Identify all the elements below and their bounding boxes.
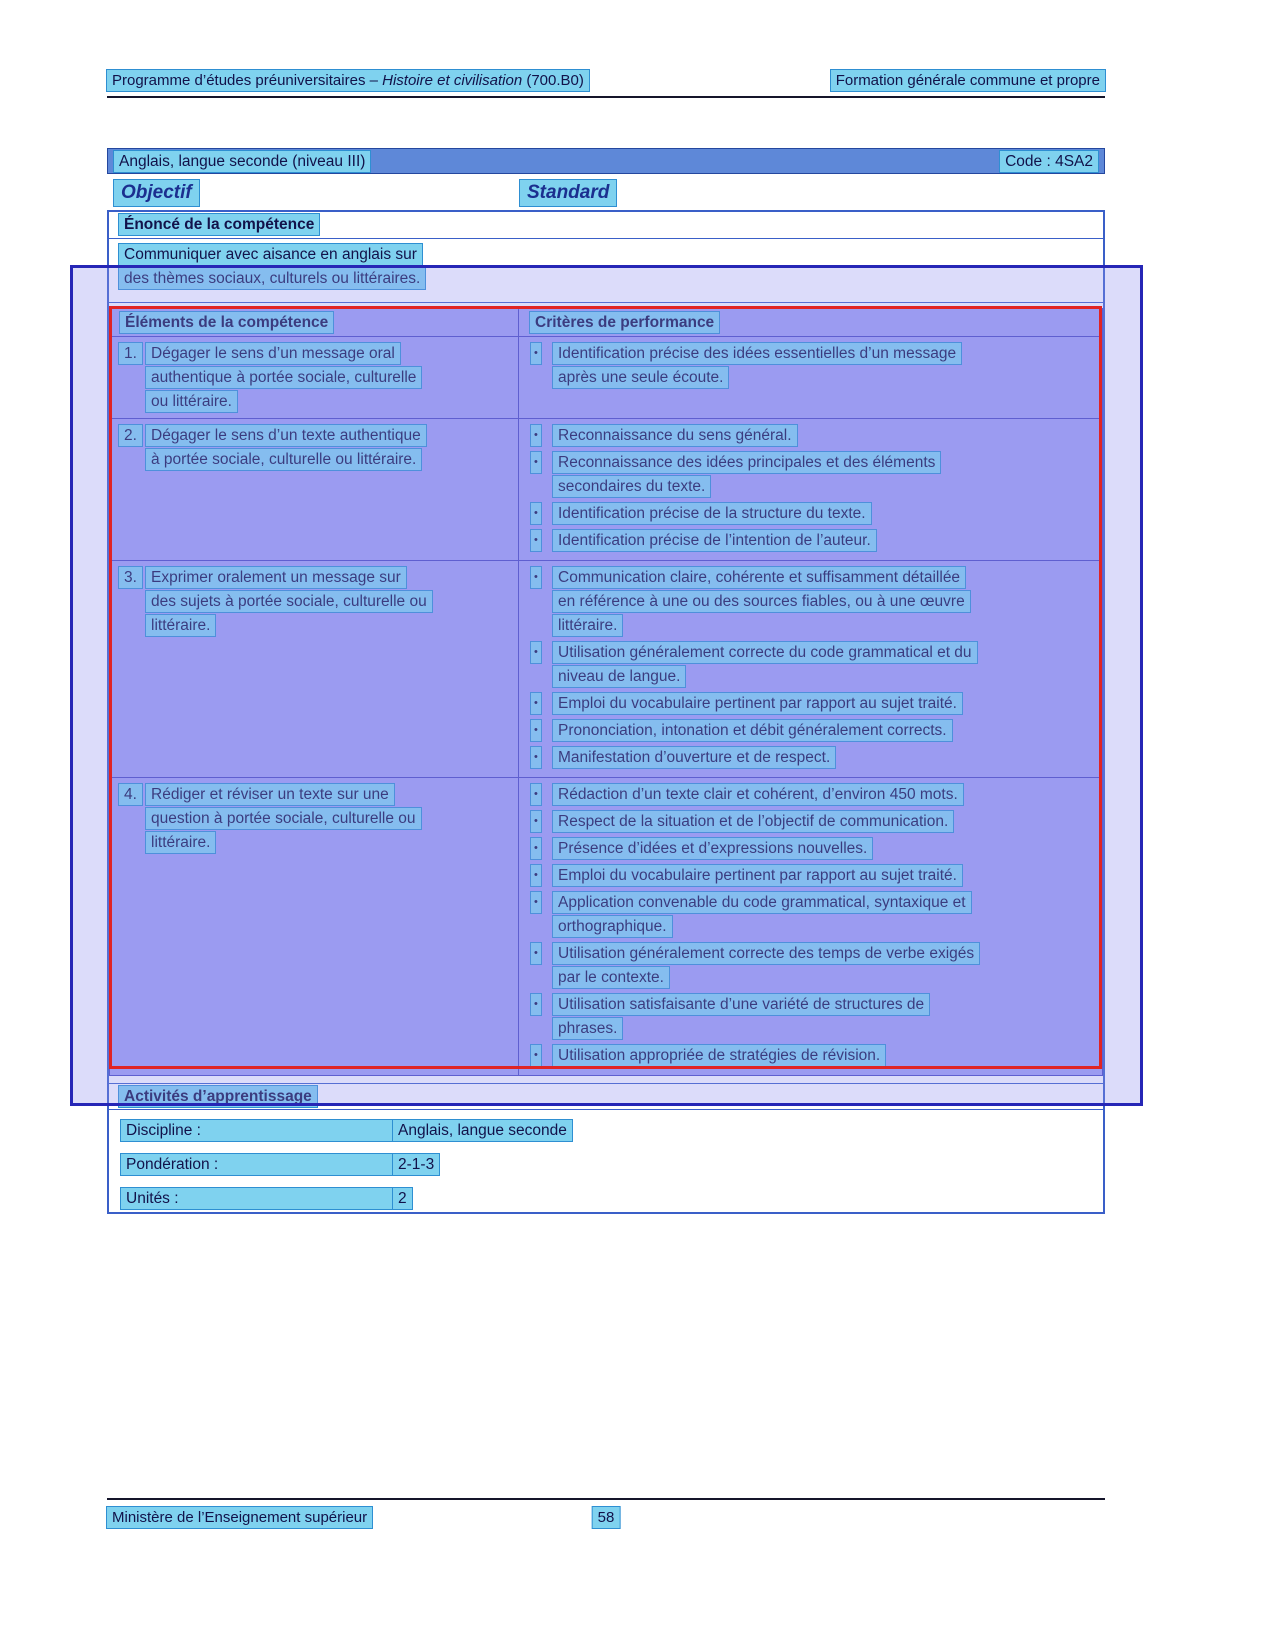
header-left-code: (700.B0)	[522, 72, 584, 89]
field-row	[121, 1120, 1103, 1141]
element-cell	[110, 561, 518, 778]
element-lines	[146, 425, 512, 557]
criterion-bullet-col	[519, 452, 553, 500]
course-code: Code : 4SA2	[1000, 151, 1098, 172]
bullet-icon: •	[531, 838, 541, 859]
text-line: Utilisation appropriée de stratégies de révision.	[553, 1045, 885, 1066]
bullet-icon: •	[531, 811, 541, 832]
header-left-program-title: Histoire et civilisation	[382, 72, 523, 89]
table-row	[110, 561, 1102, 778]
field-label-unites: Unités :	[121, 1188, 393, 1209]
text-line: à portée sociale, culturelle ou littéraire.	[146, 449, 421, 470]
field-label-discipline: Discipline :	[121, 1120, 393, 1141]
criterion-lines	[553, 503, 1096, 527]
text-line: Présence d’idées et d’expressions nouvelles.	[553, 838, 872, 859]
bullet-icon: •	[531, 943, 541, 964]
competence-table	[109, 308, 1103, 1076]
text-line: après une seule écoute.	[553, 367, 728, 388]
text-line: littéraire.	[553, 615, 622, 636]
competency-document	[107, 210, 1105, 1214]
objectif-heading: Objectif	[114, 180, 199, 206]
element-lines	[146, 784, 512, 1072]
bullet-icon: •	[531, 1045, 541, 1066]
criterion-bullet-col	[519, 720, 553, 744]
criterion-item	[519, 838, 1096, 862]
text-line: des sujets à portée sociale, culturelle ou	[146, 591, 432, 612]
enonce-text	[109, 239, 1103, 303]
text-line: secondaires du texte.	[553, 476, 710, 497]
objectif-standard-row	[107, 180, 1105, 210]
criteres-header-cell	[518, 309, 1102, 337]
element-number: 1.	[119, 343, 142, 364]
bullet-icon: •	[531, 720, 541, 741]
text-line: Respect de la situation et de l’objectif de communication.	[553, 811, 953, 832]
bullet-icon: •	[531, 452, 541, 473]
activites-fields	[109, 1110, 1103, 1222]
text-line: Rédiger et réviser un texte sur une	[146, 784, 394, 805]
text-line: Emploi du vocabulaire pertinent par rapport au sujet traité.	[553, 865, 962, 886]
criterion-bullet-col	[519, 1045, 553, 1069]
element-number: 4.	[119, 784, 142, 805]
text-line: niveau de langue.	[553, 666, 685, 687]
element-number-col	[110, 343, 146, 415]
criterion-item	[519, 425, 1096, 449]
bullet-icon: •	[531, 784, 541, 805]
criterion-bullet-col	[519, 994, 553, 1042]
bullet-icon: •	[531, 530, 541, 551]
text-line: Dégager le sens d’un message oral	[146, 343, 400, 364]
text-line: phrases.	[553, 1018, 622, 1039]
criterion-lines	[553, 693, 1096, 717]
text-line: Rédaction d’un texte clair et cohérent, d’environ 450 mots.	[553, 784, 963, 805]
field-value-unites: 2	[393, 1188, 412, 1209]
text-line: Utilisation satisfaisante d’une variété de structures de	[553, 994, 929, 1015]
criterion-bullet-col	[519, 838, 553, 862]
bullet-icon: •	[531, 503, 541, 524]
course-title-bar	[107, 148, 1105, 174]
text-line: orthographique.	[553, 916, 672, 937]
criterion-bullet-col	[519, 642, 553, 690]
criterion-item	[519, 811, 1096, 835]
element-cell	[110, 778, 518, 1075]
criterion-item	[519, 693, 1096, 717]
text-line: des thèmes sociaux, culturels ou littéraires.	[119, 268, 425, 289]
header-right: Formation générale commune et propre	[831, 70, 1105, 91]
text-line: en référence à une ou des sources fiables, ou à une œuvre	[553, 591, 970, 612]
text-line: Identification précise de la structure du texte.	[553, 503, 871, 524]
criterion-item	[519, 1045, 1096, 1069]
competence-table-header	[110, 309, 1102, 337]
criterion-lines	[553, 425, 1096, 449]
text-line: littéraire.	[146, 615, 215, 636]
bullet-icon: •	[531, 747, 541, 768]
criterion-bullet-col	[519, 784, 553, 808]
criterion-item	[519, 747, 1096, 771]
criterion-lines	[553, 811, 1096, 835]
criterion-bullet-col	[519, 503, 553, 527]
text-line: Identification précise des idées essentielles d’un message	[553, 343, 961, 364]
text-line: Communication claire, cohérente et suffisamment détaillée	[553, 567, 965, 588]
criteria-cell	[518, 561, 1102, 778]
table-row	[110, 419, 1102, 561]
field-row	[121, 1154, 1103, 1175]
table-row	[110, 778, 1102, 1075]
criteria-cell	[518, 419, 1102, 561]
bullet-icon: •	[531, 567, 541, 588]
criterion-bullet-col	[519, 865, 553, 889]
criterion-lines	[553, 994, 1096, 1042]
criterion-item	[519, 567, 1096, 639]
activites-heading: Activités d’apprentissage	[119, 1086, 317, 1107]
criterion-item	[519, 452, 1096, 500]
criterion-bullet-col	[519, 693, 553, 717]
text-line: Prononciation, intonation et débit généralement corrects.	[553, 720, 952, 741]
criterion-item	[519, 892, 1096, 940]
text-line: ou littéraire.	[146, 391, 237, 412]
page-footer	[107, 1498, 1105, 1528]
field-value-discipline: Anglais, langue seconde	[393, 1120, 572, 1141]
criterion-bullet-col	[519, 892, 553, 940]
bullet-icon: •	[531, 425, 541, 446]
criterion-bullet-col	[519, 343, 553, 391]
elements-header: Éléments de la compétence	[120, 312, 333, 333]
text-line: Manifestation d’ouverture et de respect.	[553, 747, 835, 768]
field-label-ponderation: Pondération :	[121, 1154, 393, 1175]
criteres-header: Critères de performance	[530, 312, 719, 333]
header-left-prefix: Programme d’études préuniversitaires –	[112, 72, 383, 89]
bullet-icon: •	[531, 994, 541, 1015]
criterion-lines	[553, 838, 1096, 862]
standard-heading: Standard	[520, 180, 616, 206]
criterion-lines	[553, 642, 1096, 690]
criterion-lines	[553, 452, 1096, 500]
criteria-cell	[518, 778, 1102, 1075]
bullet-icon: •	[531, 892, 541, 913]
field-value-ponderation: 2-1-3	[393, 1154, 439, 1175]
criterion-item	[519, 865, 1096, 889]
text-line: Application convenable du code grammatical, syntaxique et	[553, 892, 971, 913]
field-row	[121, 1188, 1103, 1209]
element-cell	[110, 419, 518, 561]
text-line: authentique à portée sociale, culturelle	[146, 367, 421, 388]
text-line: Emploi du vocabulaire pertinent par rapport au sujet traité.	[553, 693, 962, 714]
element-lines	[146, 343, 512, 415]
text-line: littéraire.	[146, 832, 215, 853]
criterion-bullet-col	[519, 530, 553, 554]
element-number: 2.	[119, 425, 142, 446]
criterion-item	[519, 343, 1096, 391]
criterion-item	[519, 642, 1096, 690]
bullet-icon: •	[531, 865, 541, 886]
page-number: 58	[593, 1507, 620, 1528]
elements-header-cell	[110, 309, 518, 337]
element-number-col	[110, 567, 146, 774]
criterion-lines	[553, 865, 1096, 889]
element-number: 3.	[119, 567, 142, 588]
text-line: Reconnaissance des idées principales et des éléments	[553, 452, 940, 473]
criterion-lines	[553, 567, 1096, 639]
criterion-item	[519, 720, 1096, 744]
text-line: Utilisation généralement correcte des temps de verbe exigés	[553, 943, 979, 964]
activites-section	[109, 1083, 1103, 1110]
text-line: par le contexte.	[553, 967, 669, 988]
text-line: Communiquer avec aisance en anglais sur	[119, 244, 422, 265]
criterion-lines	[553, 892, 1096, 940]
criterion-lines	[553, 784, 1096, 808]
criteria-cell	[518, 337, 1102, 419]
criterion-item	[519, 784, 1096, 808]
bullet-icon: •	[531, 693, 541, 714]
criterion-bullet-col	[519, 811, 553, 835]
criterion-bullet-col	[519, 425, 553, 449]
criterion-lines	[553, 747, 1096, 771]
criterion-item	[519, 503, 1096, 527]
text-line: Reconnaissance du sens général.	[553, 425, 797, 446]
criterion-bullet-col	[519, 567, 553, 639]
footer-left: Ministère de l’Enseignement supérieur	[107, 1507, 372, 1528]
text-line: Utilisation généralement correcte du code grammatical et du	[553, 642, 977, 663]
criterion-bullet-col	[519, 747, 553, 771]
element-cell	[110, 337, 518, 419]
enonce-heading: Énoncé de la compétence	[119, 214, 319, 235]
criterion-lines	[553, 943, 1096, 991]
page-header	[107, 70, 1105, 98]
criterion-item	[519, 943, 1096, 991]
table-row	[110, 337, 1102, 419]
element-number-col	[110, 425, 146, 557]
text-line: question à portée sociale, culturelle ou	[146, 808, 421, 829]
criterion-lines	[553, 343, 1096, 391]
course-title: Anglais, langue seconde (niveau III)	[114, 151, 370, 172]
criterion-bullet-col	[519, 943, 553, 991]
bullet-icon: •	[531, 642, 541, 663]
criterion-lines	[553, 1045, 1096, 1069]
element-lines	[146, 567, 512, 774]
criterion-item	[519, 994, 1096, 1042]
text-line: Dégager le sens d’un texte authentique	[146, 425, 426, 446]
bullet-icon: •	[531, 343, 541, 364]
text-line: Identification précise de l’intention de l’auteur.	[553, 530, 876, 551]
enonce-section	[109, 212, 1103, 239]
criterion-lines	[553, 530, 1096, 554]
criterion-lines	[553, 720, 1096, 744]
header-left	[107, 70, 589, 91]
element-number-col	[110, 784, 146, 1072]
criterion-item	[519, 530, 1096, 554]
text-line: Exprimer oralement un message sur	[146, 567, 406, 588]
